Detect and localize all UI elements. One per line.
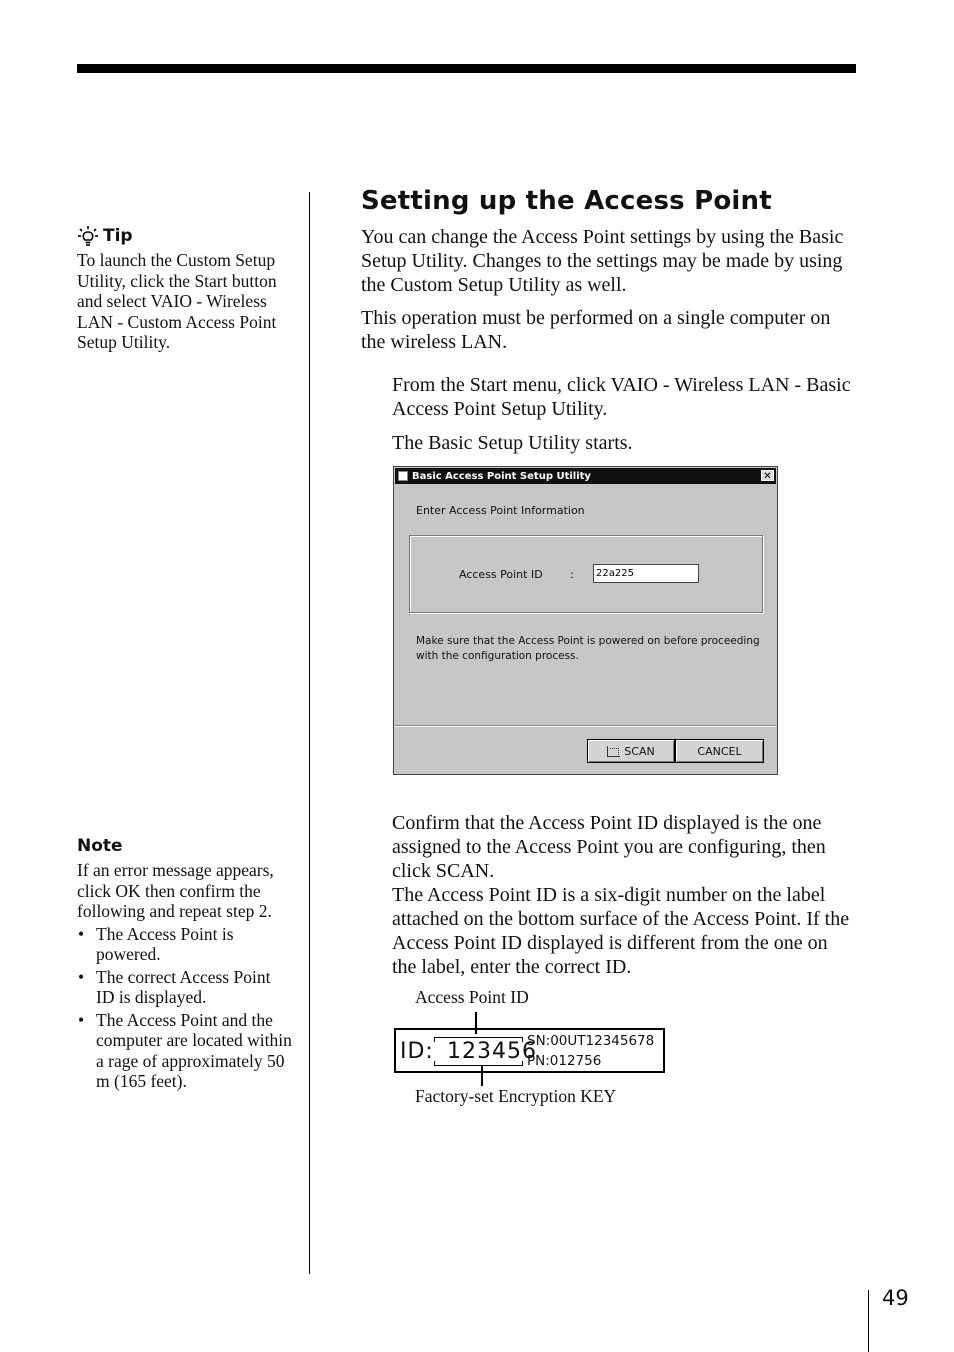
cancel-button[interactable] xyxy=(675,739,764,763)
bullet-icon: • xyxy=(78,966,85,987)
cancel-button-label: CANCEL xyxy=(697,744,742,758)
page-number-rule xyxy=(868,1290,869,1352)
dialog-separator xyxy=(395,725,776,727)
id-number: 123456 xyxy=(447,1039,537,1064)
top-rule xyxy=(77,64,856,73)
page-number: 49 xyxy=(882,1286,909,1310)
step-2-instruction: Confirm that the Access Point ID displayed is the one assigned to the Access Point you are configuring, then click SCAN. xyxy=(392,812,826,882)
setup-dialog xyxy=(393,466,778,775)
dialog-titlebar xyxy=(395,468,776,484)
tip-body: To launch the Custom Setup Utility, click the Start button and select VAIO - Wireless LAN - Custom Access Point Setup Utility. xyxy=(77,250,277,352)
intro-paragraph: This operation must be performed on a single computer on the wireless LAN. xyxy=(361,307,831,353)
note-intro: If an error message appears, click OK then confirm the following and repeat step 2. xyxy=(77,860,274,921)
tip-heading xyxy=(77,225,133,247)
access-point-id-caption: Access Point ID xyxy=(415,987,529,1007)
tip-heading-text: Tip xyxy=(103,226,133,246)
scan-icon xyxy=(607,746,620,757)
step-2-detail: The Access Point ID is a six-digit number on the label attached on the bottom surface of the Access Point. If the Access Point ID displayed is different from the one on the label, enter the correct ID. xyxy=(392,884,850,978)
access-point-id-input[interactable] xyxy=(593,564,699,583)
lightbulb-icon xyxy=(77,225,99,247)
list-item xyxy=(77,1010,293,1092)
serial-number: SN:00UT12345678 xyxy=(527,1033,655,1049)
part-number: PN:012756 xyxy=(527,1053,602,1069)
note-list xyxy=(77,924,293,1092)
step-1-result: The Basic Setup Utility starts. xyxy=(392,432,633,454)
scan-button[interactable] xyxy=(587,739,675,763)
step-1-text: From the Start menu, click VAIO - Wireless LAN - Basic Access Point Setup Utility. xyxy=(392,374,851,420)
bullet-icon: • xyxy=(78,1009,85,1030)
id-prefix: ID: xyxy=(400,1039,434,1064)
bullet-icon: • xyxy=(78,923,85,944)
note-heading: Note xyxy=(77,836,123,856)
id-bracket xyxy=(434,1061,523,1066)
access-point-id-label: Access Point ID xyxy=(459,568,543,581)
column-divider xyxy=(309,192,310,1274)
app-icon xyxy=(398,471,408,481)
list-item-text: The Access Point is powered. xyxy=(96,923,234,964)
section-title: Setting up the Access Point xyxy=(361,186,772,216)
field-colon: : xyxy=(570,568,574,581)
note-body xyxy=(77,860,293,1094)
step-2-text xyxy=(392,811,856,979)
dialog-heading: Enter Access Point Information xyxy=(416,504,585,517)
close-button[interactable]: ✕ xyxy=(761,470,774,481)
list-item-text: The Access Point and the computer are located within a rage of approximately 50 m (165 feet). xyxy=(96,1009,292,1091)
id-label-diagram xyxy=(394,1028,665,1073)
dialog-message: Make sure that the Access Point is powered on before proceeding with the configuration process. xyxy=(416,635,760,662)
dialog-title: Basic Access Point Setup Utility xyxy=(412,470,591,482)
list-item xyxy=(77,967,293,1008)
list-item-text: The correct Access Point ID is displayed. xyxy=(96,966,271,1007)
encryption-key-caption: Factory-set Encryption KEY xyxy=(415,1086,617,1106)
intro-paragraph: You can change the Access Point settings by using the Basic Setup Utility. Changes to the settings may be made by using the Custom Setup Utility as well. xyxy=(361,226,844,296)
access-point-id-group xyxy=(409,535,763,613)
scan-button-label: SCAN xyxy=(624,744,655,758)
list-item xyxy=(77,924,293,965)
leader-line xyxy=(481,1066,483,1086)
